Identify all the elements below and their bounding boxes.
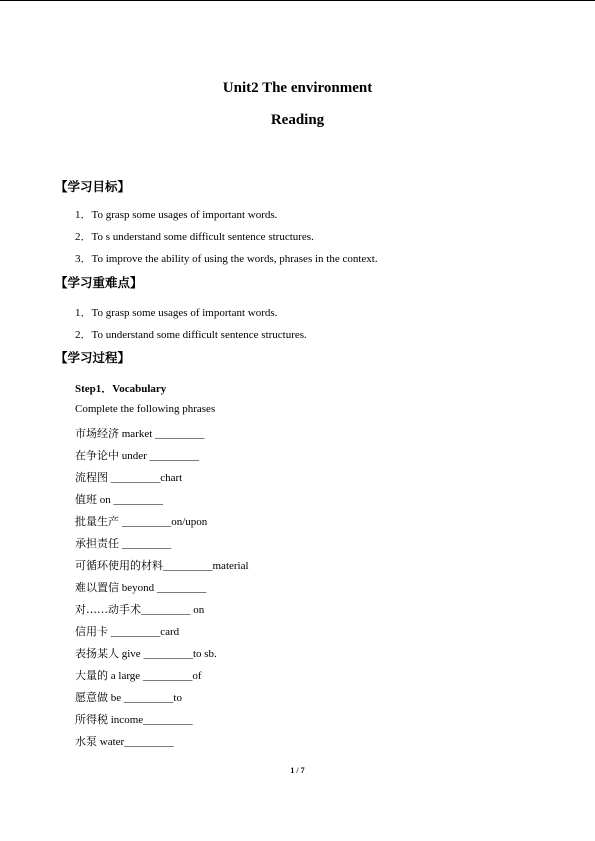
key-points-heading: 【学习重难点】 — [55, 275, 143, 290]
phrase-item — [75, 447, 199, 463]
phrase-cn: 值班 — [75, 493, 97, 506]
phrase-en: _________ — [119, 538, 172, 550]
phrase-cn: 水泵 — [75, 735, 97, 748]
page-number: 1 / 7 — [290, 766, 305, 775]
phrase-item — [75, 513, 207, 529]
phrase-cn: 表扬某人 — [75, 647, 119, 660]
phrase-cn: 难以置信 — [75, 581, 119, 594]
phrase-en: on _________ — [97, 494, 163, 506]
phrase-en: beyond _________ — [119, 582, 207, 594]
phrase-item — [75, 425, 205, 441]
phrase-en: market _________ — [119, 428, 205, 440]
phrase-en: income_________ — [108, 714, 193, 726]
phrase-en: _________on/upon — [119, 516, 208, 528]
phrase-item — [75, 667, 202, 683]
phrase-en: _________card — [108, 626, 180, 638]
phrase-item — [75, 579, 206, 595]
phrase-cn: 承担责任 — [75, 537, 119, 550]
phrase-en: _________chart — [108, 472, 183, 484]
phrase-cn: 在争论中 — [75, 449, 119, 462]
phrase-item — [75, 689, 182, 705]
phrase-en: water_________ — [97, 736, 174, 748]
phrase-item — [75, 645, 217, 661]
objective-item: 2．To s understand some difficult sentence structures. — [75, 231, 314, 243]
process-heading: 【学习过程】 — [55, 350, 131, 365]
phrase-item — [75, 469, 182, 485]
key-point-item: 1．To grasp some usages of important words. — [75, 307, 278, 319]
phrase-item — [75, 601, 204, 617]
phrase-en: _________material — [163, 560, 249, 572]
phrase-cn: 可循环使用的材料 — [75, 559, 163, 572]
phrase-cn: 信用卡 — [75, 625, 108, 638]
phrase-cn: 愿意做 — [75, 691, 108, 704]
phrase-en: give _________to sb. — [119, 648, 217, 660]
phrase-cn: 所得税 — [75, 713, 108, 726]
phrase-item — [75, 711, 193, 727]
phrase-cn: 对……动手术 — [75, 603, 141, 616]
phrase-cn: 大量的 — [75, 669, 108, 682]
phrase-cn: 批量生产 — [75, 515, 119, 528]
phrase-en: _________ on — [141, 604, 205, 616]
phrase-cn: 流程图 — [75, 471, 108, 484]
document-subtitle: Reading — [270, 112, 325, 128]
document-title: Unit2 The environment — [222, 80, 373, 96]
objective-item: 3．To improve the ability of using the words, phrases in the context. — [75, 253, 378, 265]
phrase-en: under _________ — [119, 450, 200, 462]
phrase-en: be _________to — [108, 692, 182, 704]
phrase-item — [75, 733, 174, 749]
key-point-item: 2．To understand some difficult sentence structures. — [75, 329, 307, 341]
phrase-item — [75, 623, 179, 639]
objective-item: 1．To grasp some usages of important words. — [75, 209, 278, 221]
phrase-item — [75, 557, 249, 573]
instruction-text: Complete the following phrases — [75, 403, 216, 415]
phrase-item — [75, 535, 171, 551]
phrase-cn: 市场经济 — [75, 427, 119, 440]
objectives-heading: 【学习目标】 — [55, 179, 131, 194]
phrase-item — [75, 491, 163, 507]
phrase-en: a large _________of — [108, 670, 202, 682]
step1-heading: Step1．Vocabulary — [75, 383, 167, 395]
page-top-border — [0, 0, 595, 1]
